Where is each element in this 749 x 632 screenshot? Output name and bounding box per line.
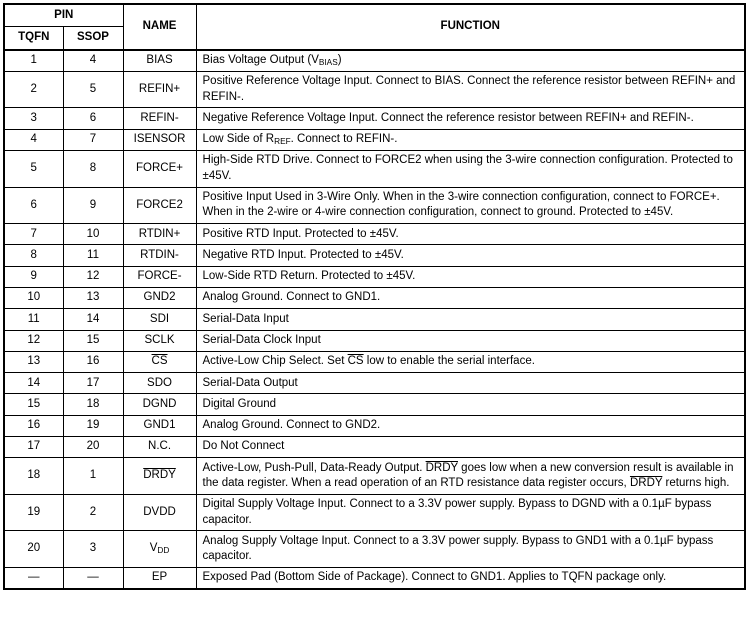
cell-function: Low-Side RTD Return. Protected to ±45V. (196, 266, 745, 287)
cell-tqfn: 9 (4, 266, 63, 287)
pin-table-body (4, 50, 745, 590)
cell-ssop: 20 (63, 436, 123, 457)
cell-tqfn: 8 (4, 245, 63, 266)
cell-name: ISENSOR (123, 129, 196, 150)
cell-name: SDI (123, 309, 196, 330)
cell-ssop: 10 (63, 224, 123, 245)
cell-name: DRDY (123, 458, 196, 495)
cell-function: Bias Voltage Output $(V_{BIAS})$ (196, 50, 745, 72)
cell-name: SDO (123, 373, 196, 394)
pin-description-table (3, 3, 746, 590)
cell-ssop: 16 (63, 351, 123, 372)
cell-name: N.C. (123, 436, 196, 457)
cell-tqfn: 2 (4, 71, 63, 108)
table-row (4, 458, 745, 495)
cell-name: GND1 (123, 415, 196, 436)
cell-ssop: 18 (63, 394, 123, 415)
cell-function: Analog Supply Voltage Input. Connect to a 3.3V power supply. Bypass to GND1 with a 0.1µF bypass capacitor. (196, 531, 745, 568)
cell-tqfn: — (4, 567, 63, 589)
cell-function: Analog Ground. Connect to GND2. (196, 415, 745, 436)
cell-ssop: 8 (63, 150, 123, 187)
header-pin: PIN (4, 4, 123, 27)
cell-ssop: 19 (63, 415, 123, 436)
cell-name: RTDIN+ (123, 224, 196, 245)
cell-tqfn: 3 (4, 108, 63, 129)
cell-ssop: 11 (63, 245, 123, 266)
cell-ssop: 4 (63, 50, 123, 72)
cell-function: Low Side of $R_{REF}$. Connect to REFIN-. (196, 129, 745, 150)
cell-ssop: 15 (63, 330, 123, 351)
table-row (4, 224, 745, 245)
cell-function: Serial-Data Input (196, 309, 745, 330)
cell-ssop: 14 (63, 309, 123, 330)
table-row (4, 266, 745, 287)
table-row (4, 245, 745, 266)
cell-ssop: 3 (63, 531, 123, 568)
table-row (4, 287, 745, 308)
cell-name: $\overline{CS}$ (123, 351, 196, 372)
cell-function: Active-Low, Push-Pull, Data-Ready Output. DRDY goes low when a new conversion result is available in the data register. When a read operation of an RTD resistance data register occurs, DRDY returns high. (196, 458, 745, 495)
table-row (4, 108, 745, 129)
cell-function: Digital Ground (196, 394, 745, 415)
table-row (4, 330, 745, 351)
cell-tqfn: 4 (4, 129, 63, 150)
cell-name: FORCE- (123, 266, 196, 287)
table-row (4, 150, 745, 187)
cell-name: DVDD (123, 494, 196, 531)
cell-function: Serial-Data Clock Input (196, 330, 745, 351)
cell-tqfn: 18 (4, 458, 63, 495)
cell-ssop: 6 (63, 108, 123, 129)
cell-tqfn: 1 (4, 50, 63, 72)
cell-ssop: 7 (63, 129, 123, 150)
table-header (4, 4, 745, 50)
table-row (4, 351, 745, 372)
table-row (4, 436, 745, 457)
cell-name: FORCE+ (123, 150, 196, 187)
cell-name: RTDIN- (123, 245, 196, 266)
table-row (4, 531, 745, 568)
header-tqfn: TQFN (4, 27, 63, 50)
cell-ssop: 2 (63, 494, 123, 531)
cell-function: Positive RTD Input. Protected to ±45V. (196, 224, 745, 245)
cell-name: REFIN+ (123, 71, 196, 108)
table-row (4, 187, 745, 224)
cell-function: Exposed Pad (Bottom Side of Package). Connect to GND1. Applies to TQFN package only. (196, 567, 745, 589)
cell-tqfn: 15 (4, 394, 63, 415)
cell-tqfn: 16 (4, 415, 63, 436)
cell-ssop: — (63, 567, 123, 589)
cell-function: Positive Input Used in 3-Wire Only. When in the 3-wire connection configuration, connect to FORCE+. When in the 2-wire or 4-wire connection configuration, connect to ground. Protected to ±45V. (196, 187, 745, 224)
cell-name: $V_{DD}$ (123, 531, 196, 568)
table-row (4, 129, 745, 150)
cell-name: BIAS (123, 50, 196, 72)
table-row (4, 494, 745, 531)
table-row (4, 71, 745, 108)
cell-tqfn: 19 (4, 494, 63, 531)
cell-function: Do Not Connect (196, 436, 745, 457)
cell-ssop: 17 (63, 373, 123, 394)
cell-function: Active-Low Chip Select. Set $\overline{CS}$ low to enable the serial interface. (196, 351, 745, 372)
cell-name: REFIN- (123, 108, 196, 129)
cell-name: EP (123, 567, 196, 589)
cell-name: GND2 (123, 287, 196, 308)
table-row (4, 50, 745, 72)
cell-tqfn: 10 (4, 287, 63, 308)
cell-ssop: 12 (63, 266, 123, 287)
header-ssop: SSOP (63, 27, 123, 50)
cell-ssop: 5 (63, 71, 123, 108)
cell-tqfn: 13 (4, 351, 63, 372)
cell-name: DGND (123, 394, 196, 415)
cell-tqfn: 6 (4, 187, 63, 224)
cell-function: Serial-Data Output (196, 373, 745, 394)
cell-tqfn: 14 (4, 373, 63, 394)
cell-function: Digital Supply Voltage Input. Connect to a 3.3V power supply. Bypass to DGND with a 0.1µF bypass capacitor. (196, 494, 745, 531)
cell-name: SCLK (123, 330, 196, 351)
cell-tqfn: 11 (4, 309, 63, 330)
table-row (4, 309, 745, 330)
table-row (4, 567, 745, 589)
cell-name: FORCE2 (123, 187, 196, 224)
cell-tqfn: 17 (4, 436, 63, 457)
cell-tqfn: 20 (4, 531, 63, 568)
table-row (4, 415, 745, 436)
cell-function: Analog Ground. Connect to GND1. (196, 287, 745, 308)
cell-function: High-Side RTD Drive. Connect to FORCE2 when using the 3-wire connection configuration. Protected to ±45V. (196, 150, 745, 187)
header-row-pin-group (4, 4, 745, 27)
cell-function: Negative RTD Input. Protected to ±45V. (196, 245, 745, 266)
header-function: FUNCTION (196, 4, 745, 50)
table-row (4, 373, 745, 394)
cell-function: Negative Reference Voltage Input. Connect the reference resistor between REFIN+ and REFIN-. (196, 108, 745, 129)
cell-tqfn: 5 (4, 150, 63, 187)
header-name: NAME (123, 4, 196, 50)
cell-ssop: 9 (63, 187, 123, 224)
cell-ssop: 1 (63, 458, 123, 495)
cell-tqfn: 12 (4, 330, 63, 351)
cell-function: Positive Reference Voltage Input. Connect to BIAS. Connect the reference resistor between REFIN+ and REFIN-. (196, 71, 745, 108)
cell-ssop: 13 (63, 287, 123, 308)
table-row (4, 394, 745, 415)
cell-tqfn: 7 (4, 224, 63, 245)
